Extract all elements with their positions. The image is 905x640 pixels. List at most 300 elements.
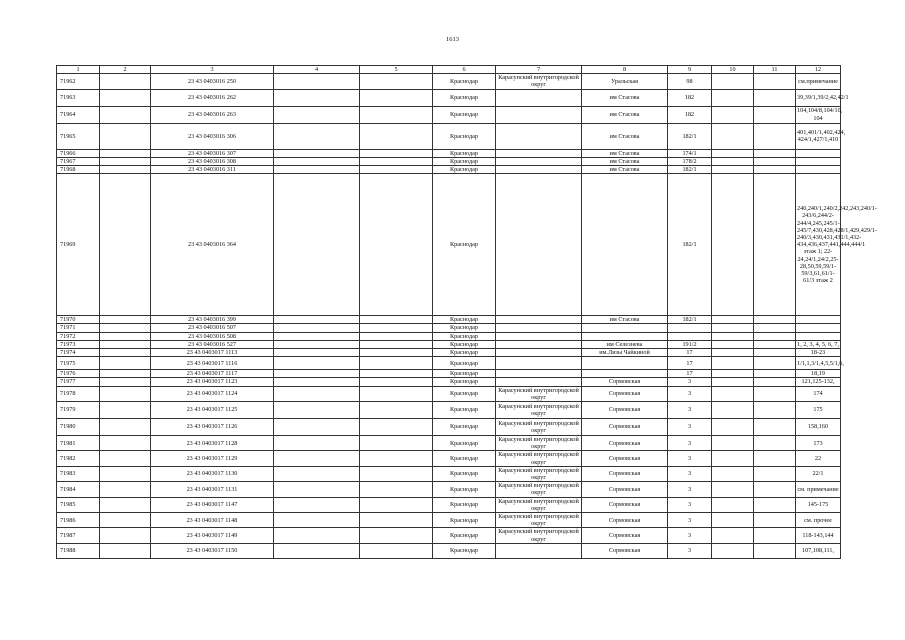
table-cell-col-6: Краснодар <box>433 543 496 558</box>
table-cell-col-7 <box>496 324 582 332</box>
table-row <box>57 378 841 386</box>
table-cell-col-5 <box>360 451 433 466</box>
table-row <box>57 174 841 316</box>
table-cell-col-4 <box>274 89 360 106</box>
table-cell-col-8: Сормовская <box>582 466 668 481</box>
table-cell-col-2 <box>100 543 151 558</box>
table-cell-col-12: 18-23 <box>796 349 841 357</box>
table-cell-col-7: Карасунский внутригородской округ <box>496 436 582 451</box>
table-cell-col-2 <box>100 332 151 340</box>
table-row <box>57 74 841 89</box>
table-cell-col-5 <box>360 123 433 149</box>
column-header: 12 <box>796 66 841 74</box>
table-cell-col-12 <box>796 149 841 157</box>
table-cell-col-3: 23 43 0403016 508 <box>151 332 274 340</box>
table-cell-col-7: Карасунский внутригородской округ <box>496 528 582 543</box>
table-row <box>57 386 841 401</box>
table-cell-col-10 <box>712 497 754 512</box>
table-cell-col-2 <box>100 436 151 451</box>
table-cell-col-6: Краснодар <box>433 324 496 332</box>
table-cell-col-9: 182/1 <box>668 166 712 174</box>
table-cell-col-11 <box>754 74 796 89</box>
table-cell-col-8: Уральская <box>582 74 668 89</box>
table-cell-col-4 <box>274 106 360 123</box>
table-cell-col-2 <box>100 157 151 165</box>
table-cell-col-1: 71979 <box>57 402 100 419</box>
table-cell-col-10 <box>712 74 754 89</box>
table-cell-col-9: 174/1 <box>668 149 712 157</box>
table-cell-col-8: Сормовская <box>582 513 668 528</box>
table-cell-col-8: им Стасова <box>582 149 668 157</box>
table-cell-col-6: Краснодар <box>433 174 496 316</box>
table-cell-col-1: 71970 <box>57 316 100 324</box>
table-cell-col-7 <box>496 316 582 324</box>
table-cell-col-12: 107,108,111, <box>796 543 841 558</box>
table-cell-col-2 <box>100 106 151 123</box>
table-cell-col-11 <box>754 482 796 497</box>
table-cell-col-5 <box>360 386 433 401</box>
table-cell-col-3: 23 43 0403017 1148 <box>151 513 274 528</box>
table-cell-col-10 <box>712 166 754 174</box>
table-row <box>57 106 841 123</box>
table-cell-col-4 <box>274 378 360 386</box>
table-cell-col-4 <box>274 332 360 340</box>
table-cell-col-4 <box>274 316 360 324</box>
table-cell-col-2 <box>100 89 151 106</box>
table-cell-col-7 <box>496 157 582 165</box>
table-row <box>57 332 841 340</box>
table-cell-col-4 <box>274 386 360 401</box>
table-cell-col-5 <box>360 370 433 378</box>
table-cell-col-9: 182/1 <box>668 174 712 316</box>
table-cell-col-8: Сормовская <box>582 402 668 419</box>
table-cell-col-5 <box>360 316 433 324</box>
table-cell-col-3: 23 43 0403017 1123 <box>151 378 274 386</box>
table-cell-col-4 <box>274 149 360 157</box>
table-cell-col-4 <box>274 402 360 419</box>
table-cell-col-5 <box>360 513 433 528</box>
table-cell-col-1: 71982 <box>57 451 100 466</box>
table-cell-col-6: Краснодар <box>433 386 496 401</box>
table-cell-col-7 <box>496 174 582 316</box>
table-cell-col-2 <box>100 466 151 481</box>
table-cell-col-9: 3 <box>668 451 712 466</box>
table-cell-col-7 <box>496 149 582 157</box>
table-row <box>57 324 841 332</box>
table-cell-col-10 <box>712 528 754 543</box>
table-cell-col-7 <box>496 106 582 123</box>
table-cell-col-12: 22 <box>796 451 841 466</box>
table-cell-col-1: 71972 <box>57 332 100 340</box>
table-cell-col-9: 182 <box>668 89 712 106</box>
table-cell-col-10 <box>712 378 754 386</box>
table-cell-col-7 <box>496 370 582 378</box>
table-cell-col-9: 3 <box>668 497 712 512</box>
table-cell-col-12: 104,104/8,104/10, 104 <box>797 107 843 122</box>
table-cell-col-4 <box>274 174 360 316</box>
table-cell-col-5 <box>360 166 433 174</box>
table-cell-col-5 <box>360 174 433 316</box>
table-cell-col-6: Краснодар <box>433 466 496 481</box>
table-cell-col-11 <box>754 149 796 157</box>
table-cell-col-10 <box>712 340 754 348</box>
table-cell-col-6: Краснодар <box>433 357 496 370</box>
table-cell-col-11 <box>754 316 796 324</box>
table-cell-col-2 <box>100 123 151 149</box>
table-cell-col-5 <box>360 466 433 481</box>
table-cell-col-2 <box>100 451 151 466</box>
table-cell-col-1: 71980 <box>57 419 100 436</box>
table-cell-col-12 <box>796 324 841 332</box>
table-cell-col-5 <box>360 402 433 419</box>
table-cell-col-8 <box>582 370 668 378</box>
table-cell-col-11 <box>754 402 796 419</box>
table-cell-col-9: 3 <box>668 402 712 419</box>
table-cell-col-12: 121,125-132, <box>796 378 841 386</box>
table-cell-col-11 <box>754 349 796 357</box>
table-cell-col-8: Сормовская <box>582 543 668 558</box>
table-cell-col-5 <box>360 89 433 106</box>
table-cell-col-8: Сормовская <box>582 451 668 466</box>
table-cell-col-8: Сормовская <box>582 436 668 451</box>
table-cell-col-6: Краснодар <box>433 106 496 123</box>
table-cell-col-10 <box>712 349 754 357</box>
table-cell-col-3: 23 43 0403017 1128 <box>151 436 274 451</box>
table-cell-col-3: 23 43 0403017 1113 <box>151 349 274 357</box>
table-cell-col-3: 23 43 0403016 507 <box>151 324 274 332</box>
table-cell-col-1: 71973 <box>57 340 100 348</box>
table-cell-col-8 <box>582 332 668 340</box>
table-cell-col-11 <box>754 157 796 165</box>
table-cell-col-9: 17 <box>668 357 712 370</box>
table-cell-col-5 <box>360 149 433 157</box>
table-cell-col-12: 173 <box>796 436 841 451</box>
table-cell-col-6: Краснодар <box>433 402 496 419</box>
table-cell-col-9: 3 <box>668 378 712 386</box>
table-cell-col-4 <box>274 74 360 89</box>
table-cell-col-11 <box>754 451 796 466</box>
table-cell-col-12 <box>796 316 841 324</box>
table-cell-col-6: Краснодар <box>433 370 496 378</box>
table-cell-col-8: Сормовская <box>582 378 668 386</box>
table-cell-col-2 <box>100 497 151 512</box>
table-cell-col-11 <box>754 166 796 174</box>
table-cell-col-5 <box>360 157 433 165</box>
table-cell-col-11 <box>754 332 796 340</box>
table-cell-col-12: 18,19 <box>796 370 841 378</box>
table-cell-col-9: 182/1 <box>668 316 712 324</box>
table-cell-col-12 <box>796 157 841 165</box>
table-cell-col-10 <box>712 316 754 324</box>
table-row <box>57 528 841 543</box>
table-cell-col-5 <box>360 106 433 123</box>
table-cell-col-5 <box>360 419 433 436</box>
table-cell-col-6: Краснодар <box>433 419 496 436</box>
table-cell-col-9: 3 <box>668 513 712 528</box>
table-row <box>57 482 841 497</box>
table-cell-col-7 <box>496 332 582 340</box>
table-cell-col-1: 71971 <box>57 324 100 332</box>
column-header: 3 <box>151 66 274 74</box>
table-cell-col-3: 23 43 0403016 311 <box>151 166 274 174</box>
table-cell-col-12: 145-175 <box>796 497 841 512</box>
table-cell-col-6: Краснодар <box>433 340 496 348</box>
table-cell-col-11 <box>754 386 796 401</box>
header-row <box>57 66 841 74</box>
table-cell-col-10 <box>712 451 754 466</box>
column-header: 9 <box>668 66 712 74</box>
table-row <box>57 402 841 419</box>
table-cell-col-6: Краснодар <box>433 332 496 340</box>
table-cell-col-6: Краснодар <box>433 123 496 149</box>
table-cell-col-2 <box>100 349 151 357</box>
table-cell-col-10 <box>712 106 754 123</box>
table-cell-col-9: 3 <box>668 419 712 436</box>
table-cell-col-4 <box>274 324 360 332</box>
table-cell-col-3: 23 43 0403017 1149 <box>151 528 274 543</box>
table-cell-col-10 <box>712 357 754 370</box>
cadastral-table <box>56 65 877 559</box>
table-cell-col-1: 71987 <box>57 528 100 543</box>
table-cell-col-12: 401,401/1,402,424, 424/1,427/1,410 <box>796 123 841 149</box>
table-cell-col-12: 1/1,1,3/1,4,5,5/1,6, <box>796 357 841 370</box>
table-cell-col-9: 17 <box>668 370 712 378</box>
table-cell-col-12: см. прочее <box>796 513 841 528</box>
table-cell-col-6: Краснодар <box>433 149 496 157</box>
table-cell-col-2 <box>100 340 151 348</box>
table-row <box>57 419 841 436</box>
table-cell-col-7 <box>496 123 582 149</box>
table-cell-col-7: Карасунский внутригородской округ <box>496 74 582 89</box>
table-cell-col-10 <box>712 157 754 165</box>
table-cell-col-9: 182/1 <box>668 123 712 149</box>
column-header: 2 <box>100 66 151 74</box>
page-number: 1613 <box>446 36 459 43</box>
table-cell-col-4 <box>274 166 360 174</box>
table-cell-col-9: 3 <box>668 436 712 451</box>
table-cell-col-3: 23 43 0403016 364 <box>151 174 274 316</box>
table-cell-col-10 <box>712 324 754 332</box>
table-cell-col-8: Сормовская <box>582 419 668 436</box>
table-cell-col-11 <box>754 528 796 543</box>
table-cell-col-9: 191/2 <box>668 340 712 348</box>
table-cell-col-10 <box>712 123 754 149</box>
table-cell-col-9: 3 <box>668 386 712 401</box>
table-cell-col-8 <box>582 357 668 370</box>
table-cell-col-7: Карасунский внутригородской округ <box>496 513 582 528</box>
table-cell-col-8: им Стасова <box>582 123 668 149</box>
table-cell-col-2 <box>100 357 151 370</box>
table-cell-col-6: Краснодар <box>433 451 496 466</box>
table-row <box>57 166 841 174</box>
table-row <box>57 89 841 106</box>
table-cell-col-3: 23 43 0403017 1147 <box>151 497 274 512</box>
table-cell-col-10 <box>712 386 754 401</box>
table-cell-col-4 <box>274 123 360 149</box>
table-cell-col-1: 71963 <box>57 89 100 106</box>
table-cell-col-3: 23 43 0403017 1116 <box>151 357 274 370</box>
table-cell-col-8: Сормовская <box>582 497 668 512</box>
table-cell-col-3: 23 43 0403017 1126 <box>151 419 274 436</box>
table-cell-col-3: 23 43 0403016 399 <box>151 316 274 324</box>
table-cell-col-5 <box>360 543 433 558</box>
table-cell-col-3: 23 43 0403017 1124 <box>151 386 274 401</box>
table-cell-col-7 <box>496 340 582 348</box>
table-cell-col-4 <box>274 436 360 451</box>
table-cell-col-2 <box>100 166 151 174</box>
table-cell-col-4 <box>274 157 360 165</box>
table-cell-col-7: Карасунский внутригородской округ <box>496 419 582 436</box>
table-cell-col-5 <box>360 74 433 89</box>
column-header: 8 <box>582 66 668 74</box>
table-cell-col-8: им Стасова <box>582 316 668 324</box>
table-row <box>57 149 841 157</box>
table-cell-col-1: 71988 <box>57 543 100 558</box>
table-cell-col-7 <box>496 378 582 386</box>
table-cell-col-3: 23 43 0403016 262 <box>151 89 274 106</box>
table-cell-col-10 <box>712 436 754 451</box>
table-cell-col-1: 71968 <box>57 166 100 174</box>
table-cell-col-3: 23 43 0403016 527 <box>151 340 274 348</box>
table-cell-col-2 <box>100 378 151 386</box>
table-cell-col-9: 3 <box>668 482 712 497</box>
table-cell-col-2 <box>100 370 151 378</box>
table-cell-col-8 <box>582 324 668 332</box>
table-cell-col-1: 71984 <box>57 482 100 497</box>
table-cell-col-6: Краснодар <box>433 316 496 324</box>
table-cell-col-2 <box>100 316 151 324</box>
table-cell-col-11 <box>754 378 796 386</box>
table-cell-col-2 <box>100 324 151 332</box>
table-cell-col-4 <box>274 349 360 357</box>
table-cell-col-5 <box>360 436 433 451</box>
table-cell-col-4 <box>274 543 360 558</box>
table-cell-col-8: им Стасова <box>582 166 668 174</box>
table-row <box>57 543 841 558</box>
table-cell-col-7 <box>496 89 582 106</box>
table-cell-col-9: 178/2 <box>668 157 712 165</box>
table-row <box>57 466 841 481</box>
table-cell-col-4 <box>274 513 360 528</box>
table-row <box>57 340 841 348</box>
table-cell-col-8: им Стасова <box>582 106 668 123</box>
table-cell-col-7: Карасунский внутригородской округ <box>496 451 582 466</box>
table-cell-col-9: 3 <box>668 466 712 481</box>
table-cell-col-4 <box>274 419 360 436</box>
column-header: 10 <box>712 66 754 74</box>
table-cell-col-2 <box>100 74 151 89</box>
table-cell-col-5 <box>360 497 433 512</box>
table-cell-col-2 <box>100 402 151 419</box>
table-cell-col-12: 158,160 <box>796 419 841 436</box>
table-row <box>57 451 841 466</box>
table-cell-col-3: 23 43 0403016 307 <box>151 149 274 157</box>
table-cell-col-11 <box>754 543 796 558</box>
table-row <box>57 513 841 528</box>
table-cell-col-11 <box>754 370 796 378</box>
table-cell-col-3: 23 43 0403016 306 <box>151 123 274 149</box>
table-cell-col-4 <box>274 340 360 348</box>
table-cell-col-2 <box>100 149 151 157</box>
table-cell-col-12: 240,240/1,240/2,242,243,240/1-243/6,244/2-244/4,245,245/1-245/7,430,428,428/1,429,429/1-240/3,430,431,431/1,432-434,436,437,441,444,444/1 этаж 1; 22-24,24/1,24/2,25-28,50,59,59/1-59/3,61,61/1-61/3 этаж 2 <box>796 174 841 316</box>
table-cell-col-11 <box>754 174 796 316</box>
table-row <box>57 316 841 324</box>
table-cell-col-1: 71966 <box>57 149 100 157</box>
table-cell-col-10 <box>712 466 754 481</box>
table-cell-col-12: 22/1 <box>796 466 841 481</box>
column-header: 5 <box>360 66 433 74</box>
table-cell-col-1: 71976 <box>57 370 100 378</box>
table-cell-col-11 <box>754 106 796 123</box>
table-cell-col-4 <box>274 357 360 370</box>
table-cell-col-3: 23 43 0403016 250 <box>151 74 274 89</box>
table-cell-col-1: 71964 <box>57 106 100 123</box>
table-cell-col-11 <box>754 324 796 332</box>
table-cell-col-1: 71986 <box>57 513 100 528</box>
table-cell-col-2 <box>100 174 151 316</box>
table-cell-col-7 <box>496 357 582 370</box>
table-cell-col-5 <box>360 528 433 543</box>
table-cell-col-7: Карасунский внутригородской округ <box>496 386 582 401</box>
column-header: 11 <box>754 66 796 74</box>
table-cell-col-4 <box>274 528 360 543</box>
table-cell-col-10 <box>712 174 754 316</box>
table-cell-col-9: 3 <box>668 543 712 558</box>
table-cell-col-6: Краснодар <box>433 74 496 89</box>
table-cell-col-4 <box>274 370 360 378</box>
table-cell-col-5 <box>360 340 433 348</box>
table-cell-col-4 <box>274 451 360 466</box>
table-cell-col-2 <box>100 386 151 401</box>
table-cell-col-7: Карасунский внутригородской округ <box>496 482 582 497</box>
table-cell-col-6: Краснодар <box>433 436 496 451</box>
table-cell-col-8: им Стасова <box>582 89 668 106</box>
table-cell-col-11 <box>754 89 796 106</box>
table-cell-col-9: 98 <box>668 74 712 89</box>
table-cell-col-11 <box>754 123 796 149</box>
table-cell-col-9: 3 <box>668 528 712 543</box>
table-cell-col-12: 175 <box>796 402 841 419</box>
table-cell-col-8: им Селезнева <box>582 340 668 348</box>
table-cell-col-3: 23 43 0403017 1125 <box>151 402 274 419</box>
table-cell-col-5 <box>360 357 433 370</box>
table-row <box>57 357 841 370</box>
table-cell-col-1: 71981 <box>57 436 100 451</box>
table-body <box>57 66 877 559</box>
table-cell-col-6: Краснодар <box>433 157 496 165</box>
table-cell-col-12: 118-143,144 <box>796 528 841 543</box>
table-cell-col-12 <box>796 332 841 340</box>
table-cell-col-8: им Стасова <box>582 157 668 165</box>
table-cell-col-9 <box>668 332 712 340</box>
table-cell-col-11 <box>754 357 796 370</box>
table-cell-col-7 <box>496 349 582 357</box>
table-cell-col-12: см.примечание <box>796 74 841 89</box>
table-cell-col-9: 182 <box>668 106 712 123</box>
table-cell-col-8: Сормовская <box>582 386 668 401</box>
table-cell-col-7 <box>496 166 582 174</box>
table-cell-col-2 <box>100 419 151 436</box>
table-cell-col-11 <box>754 497 796 512</box>
table-cell-col-6: Краснодар <box>433 513 496 528</box>
table-cell-col-7 <box>496 543 582 558</box>
table-cell-col-1: 71977 <box>57 378 100 386</box>
table-row <box>57 497 841 512</box>
table-cell-col-4 <box>274 497 360 512</box>
table-cell-col-1: 71962 <box>57 74 100 89</box>
table-cell-col-5 <box>360 378 433 386</box>
table-cell-col-8: Сормовская <box>582 482 668 497</box>
